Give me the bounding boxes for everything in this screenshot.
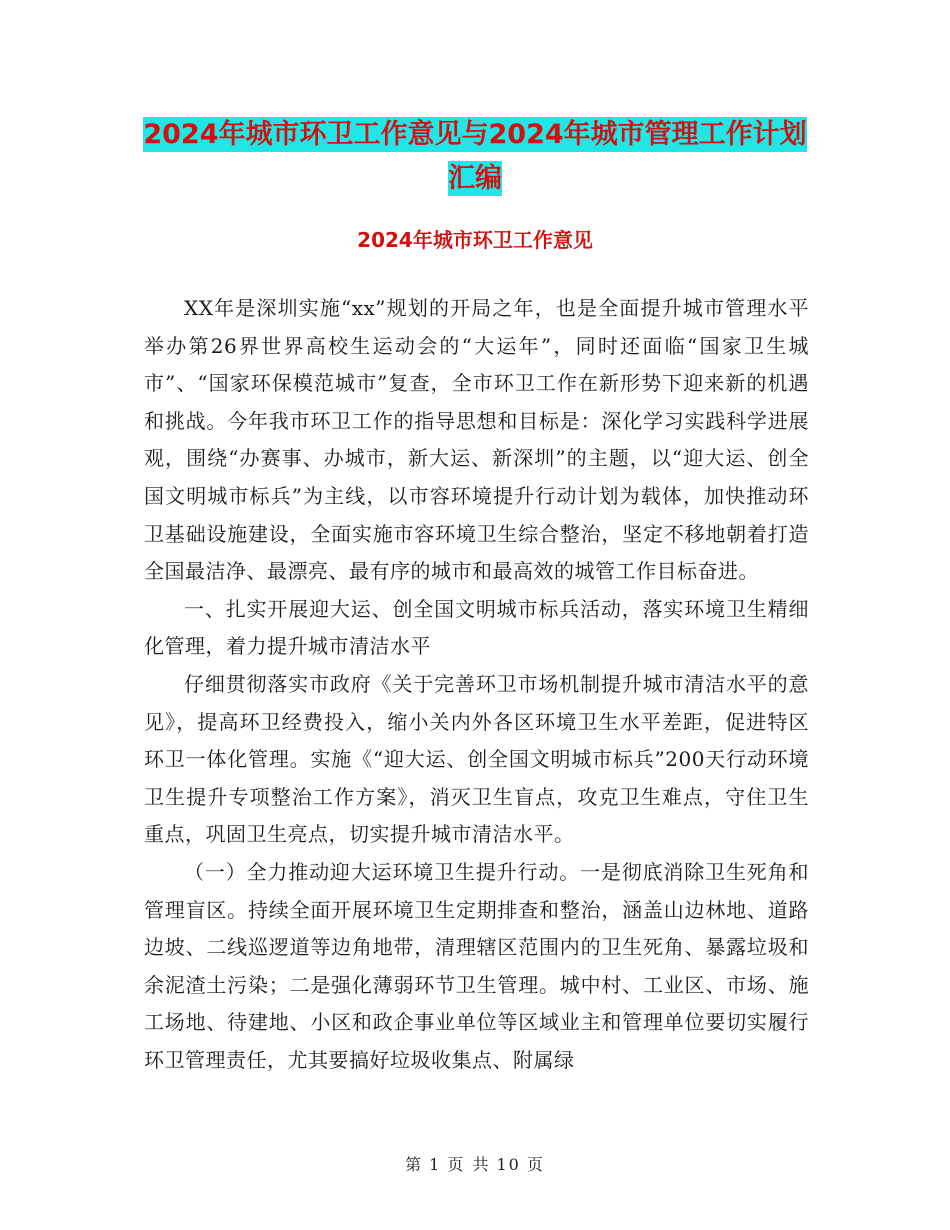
paragraph-policy: 仔细贯彻落实市政府《关于完善环卫市场机制提升城市清洁水平的意见》，提高环卫经费投入，缩小关内外各区环境卫生水平差距，促进特区环卫一体化管理。实施《“迎大运、创全国文明城市标兵”200天行动环境卫生提升专项整治工作方案》，消灭卫生盲点，攻克卫生难点，守住卫生重点，巩固卫生亮点，切实提升城市清洁水平。 (144, 671, 809, 847)
document-title-highlight-1: 2024年城市环卫工作意见与2024年城市管理工作计划 (143, 119, 807, 150)
page-footer (0, 1152, 950, 1175)
section-title: 2024年城市环卫工作意见 (357, 228, 593, 252)
footer-page-number: 1 (429, 1155, 442, 1174)
paragraph-intro: XX年是深圳实施“xx”规划的开局之年，也是全面提升城市管理水平举办第26界世界高校生运动会的“大运年”，同时还面临“国家卫生城市”、“国家环保模范城市”复查，全市环卫工作在新形势下迎来新的机遇和挑战。今年我市环卫工作的指导思想和目标是：深化学习实践科学进展观，围绕“办赛事、办城市，新大运、新深圳”的主题，以“迎大运、创全国文明城市标兵”为主线，以市容环境提升行动计划为载体，加快推动环卫基础设施建设，全面实施市容环境卫生综合整治，坚定不移地朝着打造全国最洁净、最漂亮、最有序的城市和最高效的城管工作目标奋进。 (144, 296, 809, 584)
paragraph-subsection-1: （一）全力推动迎大运环境卫生提升行动。一是彻底消除卫生死角和管理盲区。持续全面开展环境卫生定期排查和整治，涵盖山边林地、道路边坡、二线巡逻道等边角地带，清理辖区范围内的卫生死角、暴露垃圾和余泥渣土污染；二是强化薄弱环节卫生管理。城中村、工业区、市场、施工场地、待建地、小区和政企事业单位等区域业主和管理单位要切实履行环卫管理责任，尤其要搞好垃圾收集点、附属绿 (144, 859, 809, 1072)
footer-prefix: 第 (405, 1155, 424, 1174)
footer-suffix: 页 (526, 1155, 545, 1174)
paragraph-heading-1: 一、扎实开展迎大运、创全国文明城市标兵活动，落实环境卫生精细化管理，着力提升城市清洁水平 (144, 596, 809, 659)
footer-middle: 页 共 (447, 1155, 491, 1174)
document-title-highlight-2: 汇编 (448, 163, 502, 194)
document-title-line-1 (0, 112, 950, 151)
document-body (144, 290, 809, 1079)
document-title-line-2 (0, 156, 950, 195)
footer-total-pages: 10 (496, 1155, 521, 1174)
